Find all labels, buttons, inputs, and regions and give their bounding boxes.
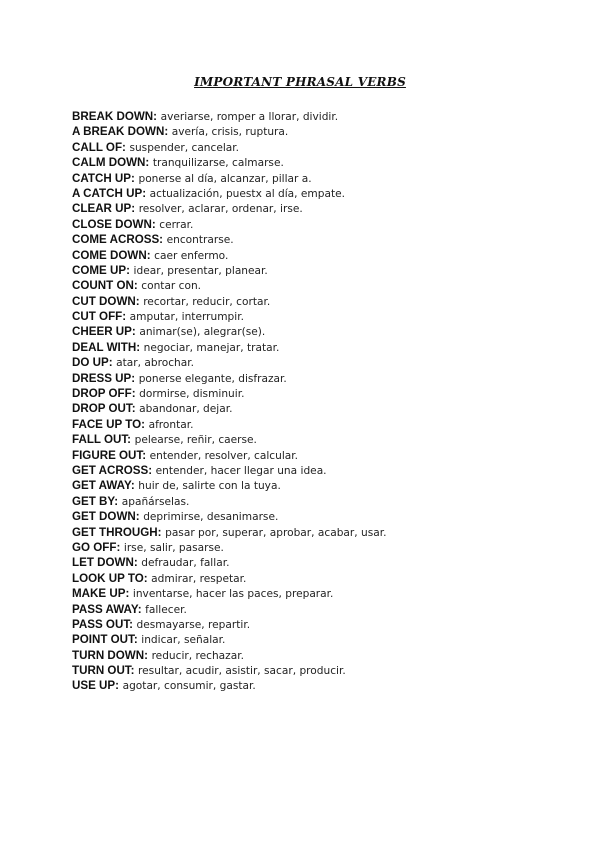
phrasal-verb: COME UP: [72,263,130,277]
verb-meaning: idear, presentar, planear. [133,264,268,277]
verb-meaning: apañárselas. [121,495,190,508]
list-item [72,648,572,663]
phrasal-verb: CLOSE DOWN: [72,217,156,231]
verb-meaning: deprimirse, desanimarse. [143,511,279,524]
list-item [72,571,572,586]
phrasal-verb: TURN OUT: [72,664,135,678]
verb-meaning: entender, hacer llegar una idea. [155,464,327,477]
verb-meaning: cerrar. [159,218,194,231]
phrasal-verb-list [72,109,572,694]
verb-meaning: recortar, reducir, cortar. [143,295,271,308]
verb-meaning: amputar, interrumpir. [129,311,244,324]
list-item [72,186,572,201]
list-item [72,602,572,617]
verb-meaning: ponerse al día, alcanzar, pillar a. [138,172,312,185]
list-item [72,155,572,170]
phrasal-verb: LOOK UP TO: [72,571,148,585]
verb-meaning: averiarse, romper a llorar, dividir. [160,111,339,123]
list-item [72,478,572,493]
phrasal-verb: CALM DOWN: [72,156,150,170]
list-item [72,494,572,509]
list-item [72,386,572,401]
list-item [72,294,572,309]
phrasal-verb: DROP OUT: [72,402,136,416]
verb-meaning: animar(se), alegrar(se). [139,326,266,339]
phrasal-verb: CALL OF: [72,140,126,154]
phrasal-verb: DO UP: [72,356,113,370]
phrasal-verb: GET DOWN: [72,510,140,524]
verb-meaning: inventarse, hacer las paces, preparar. [132,588,334,601]
list-item [72,417,572,432]
list-item [72,401,572,416]
phrasal-verb: COUNT ON: [72,279,138,293]
list-item [72,371,572,386]
verb-meaning: caer enfermo. [154,249,229,262]
list-item [72,217,572,232]
list-item [72,678,572,693]
list-item [72,525,572,540]
list-item [72,555,572,570]
phrasal-verb: CUT DOWN: [72,294,140,308]
list-item [72,324,572,339]
verb-meaning: huir de, salirte con la tuya. [138,480,281,493]
verb-meaning: suspender, cancelar. [129,141,240,154]
phrasal-verb: PASS AWAY: [72,602,142,616]
verb-meaning: actualización, puestx al día, empate. [149,187,345,200]
verb-meaning: atar, abrochar. [116,357,194,370]
phrasal-verb: BREAK DOWN: [72,110,158,123]
phrasal-verb: A CATCH UP: [72,186,147,200]
verb-meaning: indicar, señalar. [141,634,226,647]
phrasal-verb: GO OFF: [72,540,121,554]
verb-meaning: negociar, manejar, tratar. [143,341,280,354]
list-item [72,140,572,155]
verb-meaning: defraudar, fallar. [141,557,230,570]
list-item [72,109,572,124]
verb-meaning: tranquilizarse, calmarse. [152,157,284,170]
list-item [72,248,572,263]
list-item [72,201,572,216]
list-item [72,586,572,601]
phrasal-verb: MAKE UP: [72,587,130,601]
phrasal-verb: FIGURE OUT: [72,448,147,462]
phrasal-verb: COME ACROSS: [72,233,164,247]
list-item [72,171,572,186]
verb-meaning: irse, salir, pasarse. [123,541,224,554]
phrasal-verb: CUT OFF: [72,310,127,324]
list-item [72,309,572,324]
phrasal-verb: A BREAK DOWN: [72,125,169,139]
phrasal-verb: CLEAR UP: [72,202,136,216]
list-item [72,263,572,278]
verb-meaning: pasar por, superar, aprobar, acabar, usar. [165,526,387,539]
verb-meaning: afrontar. [148,418,194,431]
verb-meaning: resultar, acudir, asistir, sacar, producir. [138,665,346,678]
phrasal-verb: USE UP: [72,679,120,693]
verb-meaning: dormirse, disminuir. [139,388,245,401]
phrasal-verb: GET THROUGH: [72,525,162,539]
phrasal-verb: FACE UP TO: [72,417,146,431]
phrasal-verb: COME DOWN: [72,248,151,262]
list-item [72,432,572,447]
list-item [72,355,572,370]
list-item [72,340,572,355]
verb-meaning: agotar, consumir, gastar. [122,680,256,693]
phrasal-verb: CATCH UP: [72,171,135,185]
verb-meaning: resolver, aclarar, ordenar, irse. [138,203,303,216]
verb-meaning: entender, resolver, calcular. [149,449,299,462]
phrasal-verb: DEAL WITH: [72,340,141,354]
list-item [72,278,572,293]
phrasal-verb: CHEER UP: [72,325,136,339]
phrasal-verb: PASS OUT: [72,617,133,631]
list-item [72,632,572,647]
verb-meaning: abandonar, dejar. [139,403,233,416]
list-item [72,663,572,678]
phrasal-verb: FALL OUT: [72,433,132,447]
list-item [72,232,572,247]
list-item [72,463,572,478]
document-title: IMPORTANT PHRASAL VERBS [194,75,406,89]
phrasal-verb: TURN DOWN: [72,648,148,662]
verb-meaning: admirar, respetar. [151,572,247,585]
verb-meaning: reducir, rechazar. [151,649,244,662]
verb-meaning: contar con. [141,280,202,293]
list-item [72,509,572,524]
phrasal-verb: GET ACROSS: [72,463,153,477]
list-item [72,448,572,463]
list-item [72,124,572,139]
phrasal-verb: DROP OFF: [72,387,136,401]
list-item [72,617,572,632]
verb-meaning: encontrarse. [166,234,234,247]
phrasal-verb: LET DOWN: [72,556,138,570]
phrasal-verb: DRESS UP: [72,371,136,385]
verb-meaning: desmayarse, repartir. [136,618,251,631]
verb-meaning: avería, crisis, ruptura. [171,126,289,139]
verb-meaning: ponerse elegante, disfrazar. [138,372,287,385]
phrasal-verb: POINT OUT: [72,633,138,647]
verb-meaning: pelearse, reñir, caerse. [134,434,257,447]
phrasal-verb: GET BY: [72,494,119,508]
verb-meaning: fallecer. [145,603,187,616]
phrasal-verb: GET AWAY: [72,479,135,493]
list-item [72,540,572,555]
